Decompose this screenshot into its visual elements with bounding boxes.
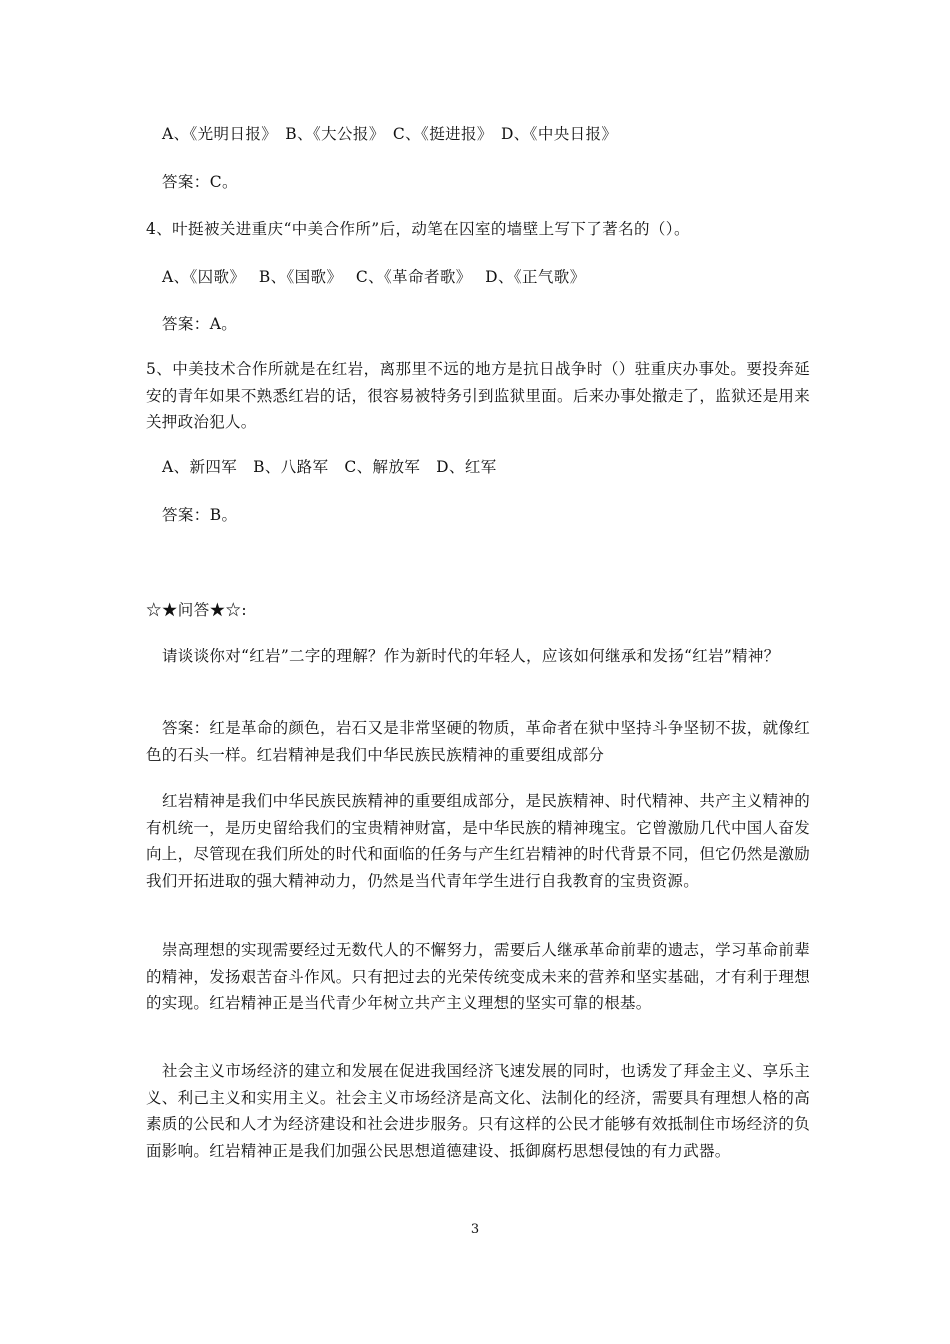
q5-answer: 答案：B。 [162, 506, 238, 524]
qa-paragraph: 红岩精神是我们中华民族民族精神的重要组成部分，是民族精神、时代精神、共产主义精神的有机统一，是历史留给我们的宝贵精神财富，是中华民族的精神瑰宝。它曾激励几代中国人奋发向上，尽管现在我们所处的时代和面临的任务与产生红岩精神的时代背景不同，但它仍然是激励我们开拓进取的强大精神动力，仍然是当代青年学生进行自我教育的宝贵资源。 [146, 792, 810, 890]
q5-stem: 5、中美技术合作所就是在红岩，离那里不远的地方是抗日战争时（）驻重庆办事处。要投奔延安的青年如果不熟悉红岩的话，很容易被特务引到监狱里面。后来办事处撤走了，监狱还是用来关押政治犯人。 [146, 360, 810, 431]
qa-paragraph: 崇高理想的实现需要经过无数代人的不懈努力，需要后人继承革命前辈的遗志，学习革命前辈的精神，发扬艰苦奋斗作风。只有把过去的光荣传统变成未来的营养和坚实基础，才有利于理想的实现。红岩精神正是当代青少年树立共产主义理想的坚实可靠的根基。 [146, 941, 810, 1012]
qa-answer: 答案：红是革命的颜色，岩石又是非常坚硬的物质，革命者在狱中坚持斗争坚韧不拔，就像红色的石头一样。红岩精神是我们中华民族民族精神的重要组成部分 [146, 719, 810, 764]
page-number: 3 [470, 1222, 480, 1237]
q4-options: A、《囚歌》 B、《国歌》 C、《革命者歌》 D、《正气歌》 [162, 268, 586, 286]
q4-stem: 4、叶挺被关进重庆“中美合作所”后，动笔在囚室的墙壁上写下了著名的（）。 [146, 220, 690, 238]
qa-paragraph: 社会主义市场经济的建立和发展在促进我国经济飞速发展的同时，也诱发了拜金主义、享乐主义、利己主义和实用主义。社会主义市场经济是高文化、法制化的经济，需要具有理想人格的高素质的公民和人才为经济建设和社会进步服务。只有这样的公民才能够有效抵制住市场经济的负面影响。红岩精神正是我们加强公民思想道德建设、抵御腐朽思想侵蚀的有力武器。 [146, 1062, 810, 1160]
q3-options: A、《光明日报》 B、《大公报》 C、《挺进报》 D、《中央日报》 [162, 125, 618, 143]
q5-options: A、新四军 B、八路军 C、解放军 D、红军 [162, 458, 497, 476]
qa-heading: ☆★问答★☆: [146, 601, 248, 619]
qa-question: 请谈谈你对“红岩”二字的理解？作为新时代的年轻人，应该如何继承和发扬“红岩”精神？ [162, 647, 780, 665]
q4-answer: 答案：A。 [162, 315, 238, 333]
q3-answer: 答案：C。 [162, 173, 238, 191]
